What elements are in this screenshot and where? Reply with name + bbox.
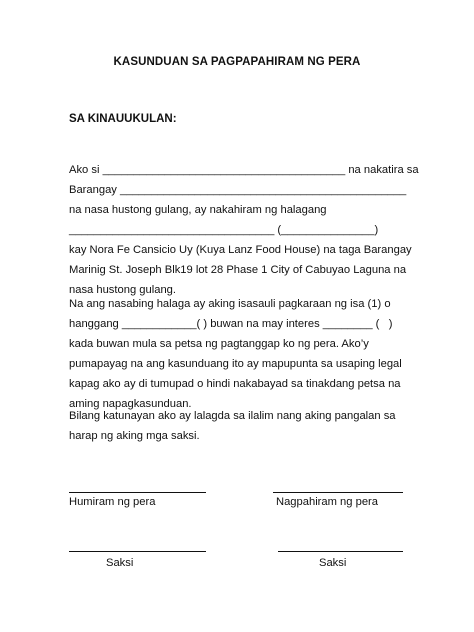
paragraph-line: nasa hustong gulang.	[69, 284, 176, 296]
paragraph-line: _________________________________ (_______________)	[69, 224, 379, 236]
borrower-label: Humiram ng pera	[69, 496, 156, 508]
paragraph-3	[69, 406, 396, 446]
paragraph-line: na nasa hustong gulang, ay nakahiram ng halagang	[69, 204, 327, 216]
document-title: KASUNDUAN SA PAGPAPAHIRAM NG PERA	[113, 56, 361, 68]
witness1-signature-line	[69, 551, 206, 552]
salutation: SA KINAUUKULAN:	[69, 113, 177, 125]
witness2-label: Saksi	[319, 557, 347, 569]
paragraph-line: Bilang katunayan ako ay lalagda sa ilalim nang aking pangalan sa	[69, 410, 396, 422]
paragraph-line: aming napagkasunduan.	[69, 398, 192, 410]
paragraph-line: kada buwan mula sa petsa ng pagtanggap ko ng pera. Ako’y	[69, 338, 369, 350]
paragraph-line: Ako si _______________________________________ na nakatira sa	[69, 164, 419, 176]
paragraph-line: pumapayag na ang kasunduang ito ay mapupunta sa usaping legal	[69, 358, 402, 370]
paragraph-line: kapag ako ay di tumupad o hindi nakabayad sa tinakdang petsa na	[69, 378, 401, 390]
lender-label: Nagpahiram ng pera	[276, 496, 378, 508]
borrower-signature-line	[69, 492, 206, 493]
lender-signature-line	[273, 492, 403, 493]
paragraph-line: kay Nora Fe Cansicio Uy (Kuya Lanz Food House) na taga Barangay	[69, 244, 412, 256]
witness2-signature-line	[278, 551, 403, 552]
paragraph-line: harap ng aking mga saksi.	[69, 430, 200, 442]
paragraph-1	[69, 160, 419, 300]
witness1-label: Saksi	[106, 557, 134, 569]
paragraph-line: Barangay ______________________________________________	[69, 184, 407, 196]
paragraph-line: hanggang ____________( ) buwan na may interes ________ ( )	[69, 318, 393, 330]
paragraph-line: Na ang nasabing halaga ay aking isasauli pagkaraan ng isa (1) o	[69, 298, 391, 310]
paragraph-line: Marinig St. Joseph Blk19 lot 28 Phase 1 City of Cabuyao Laguna na	[69, 264, 407, 276]
paragraph-2	[69, 294, 402, 414]
